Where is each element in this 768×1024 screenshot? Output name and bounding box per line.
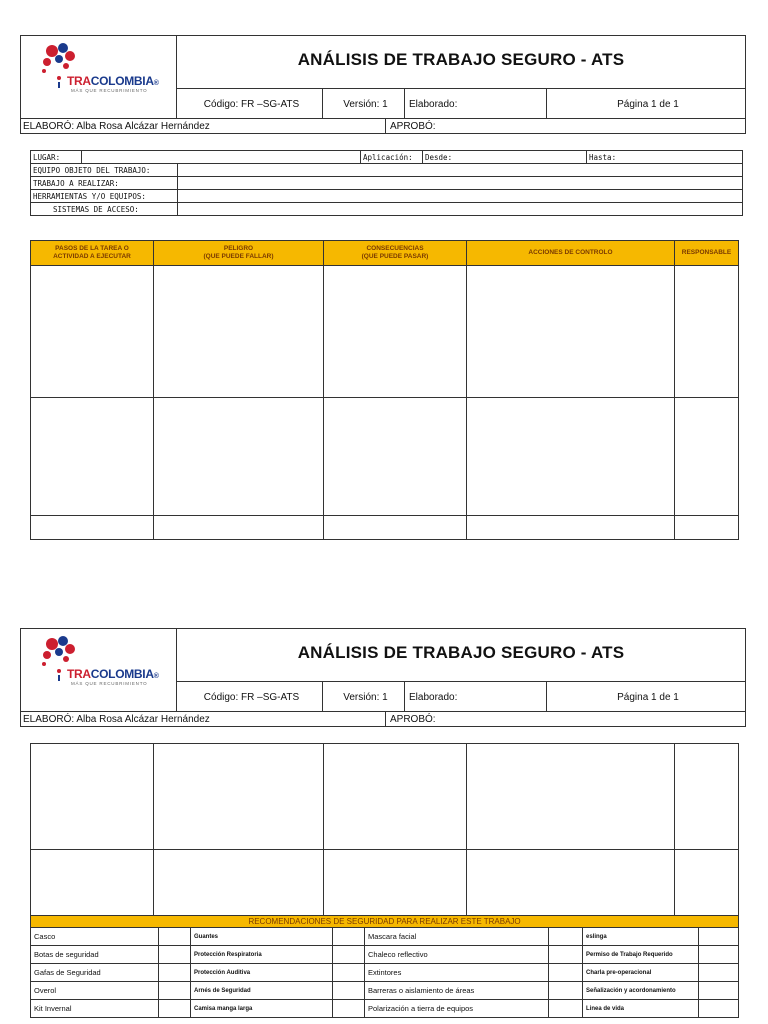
herramientas-label: HERRAMIENTAS Y/O EQUIPOS:: [31, 190, 178, 203]
recommendations-table: [30, 915, 739, 1018]
check-cell[interactable]: [159, 964, 191, 982]
herramientas-field[interactable]: [178, 190, 743, 203]
check-cell[interactable]: [333, 946, 365, 964]
page-title: ANÁLISIS DE TRABAJO SEGURO - ATS: [297, 643, 625, 662]
equipo-field[interactable]: [178, 164, 743, 177]
pagina: Página 1 de 1: [617, 98, 679, 110]
col-peligro: PELIGRO (QUE PUEDE FALLAR): [154, 241, 324, 266]
header-block-2: [20, 628, 746, 712]
ats-table-1: [30, 240, 739, 540]
pagina: Página 1 de 1: [617, 691, 679, 703]
elaboro-label: ELABORÓ: Alba Rosa Alcázar Hernández: [23, 120, 210, 132]
col-acciones: ACCIONES DE CONTROLO: [467, 241, 675, 266]
recommendations-title: RECOMENDACIONES DE SEGURIDAD PARA REALIZAR ESTE TRABAJO: [31, 916, 739, 928]
table-row: Gafas de Seguridad Protección Auditiva Extintores Charla pre-operacional: [31, 964, 739, 982]
logo-cell: [21, 36, 177, 118]
ats-header-row: [31, 241, 739, 266]
aprobo-label: APROBÓ:: [385, 712, 436, 726]
elaboro-label: ELABORÓ: Alba Rosa Alcázar Hernández: [23, 713, 210, 725]
check-cell[interactable]: [549, 964, 583, 982]
lugar-label: LUGAR:: [31, 151, 82, 164]
check-cell[interactable]: [333, 1000, 365, 1018]
check-cell[interactable]: [699, 964, 739, 982]
sistemas-field[interactable]: [178, 203, 743, 216]
check-cell[interactable]: [549, 946, 583, 964]
check-cell[interactable]: [159, 928, 191, 946]
sistemas-label: SISTEMAS DE ACCESO:: [31, 203, 178, 216]
table-row: Overol Arnés de Seguridad Barreras o aislamiento de áreas Señalización y acordonamiento: [31, 982, 739, 1000]
page-title: ANÁLISIS DE TRABAJO SEGURO - ATS: [297, 50, 625, 69]
elaborado: Elaborado:: [405, 89, 547, 119]
equipo-label: EQUIPO OBJETO DEL TRABAJO:: [31, 164, 178, 177]
table-row: Casco Guantes Mascara facial eslinga: [31, 928, 739, 946]
header-block-1: [20, 35, 746, 119]
col-consecuencias: CONSECUENCIAS (QUE PUEDE PASAR): [324, 241, 467, 266]
check-cell[interactable]: [333, 928, 365, 946]
logo-wordmark: TRACOLOMBIA®: [67, 74, 159, 88]
table-row: Botas de seguridad Protección Respiratoria Chaleco reflectivo Permiso de Trabajo Requerido: [31, 946, 739, 964]
logo-wordmark: TRACOLOMBIA®: [67, 667, 159, 681]
check-cell[interactable]: [549, 982, 583, 1000]
check-cell[interactable]: [699, 946, 739, 964]
elaboro-row-1: [20, 118, 746, 134]
logo-tagline: MÁS QUE RECUBRIMIENTO: [71, 88, 148, 93]
col-responsable: RESPONSABLE: [675, 241, 739, 266]
table-row: Kit Invernal Camisa manga larga Polarización a tierra de equipos Linea de vida: [31, 1000, 739, 1018]
col-pasos: PASOS DE LA TAREA O ACTIVIDAD A EJECUTAR: [31, 241, 154, 266]
version: Versión: 1: [323, 682, 405, 712]
table-row: [31, 398, 739, 516]
table-row: [31, 516, 739, 540]
check-cell[interactable]: [159, 1000, 191, 1018]
codigo: Código: FR –SG-ATS: [177, 89, 323, 119]
elaboro-row-2: [20, 711, 746, 727]
meta-row: [177, 88, 745, 118]
check-cell[interactable]: [159, 982, 191, 1000]
table-row: [31, 850, 739, 916]
trabajo-label: TRABAJO A REALIZAR:: [31, 177, 178, 190]
check-cell[interactable]: [159, 946, 191, 964]
aplicacion-label: Aplicación:: [361, 151, 423, 164]
ats-table-2: [30, 743, 739, 916]
hasta-label: Hasta:: [587, 151, 743, 164]
check-cell[interactable]: [699, 1000, 739, 1018]
check-cell[interactable]: [333, 982, 365, 1000]
check-cell[interactable]: [333, 964, 365, 982]
lugar-field[interactable]: [82, 151, 361, 164]
elaborado: Elaborado:: [405, 682, 547, 712]
version: Versión: 1: [323, 89, 405, 119]
check-cell[interactable]: [549, 1000, 583, 1018]
logo-cell: [21, 629, 177, 711]
aprobo-label: APROBÓ:: [385, 119, 436, 133]
check-cell[interactable]: [699, 928, 739, 946]
check-cell[interactable]: [549, 928, 583, 946]
info-table: [30, 150, 743, 216]
check-cell[interactable]: [699, 982, 739, 1000]
table-row: [31, 266, 739, 398]
trabajo-field[interactable]: [178, 177, 743, 190]
logo-tagline: MÁS QUE RECUBRIMIENTO: [71, 681, 148, 686]
table-row: [31, 744, 739, 850]
desde-label: Desde:: [423, 151, 587, 164]
meta-row: [177, 681, 745, 711]
codigo: Código: FR –SG-ATS: [177, 682, 323, 712]
